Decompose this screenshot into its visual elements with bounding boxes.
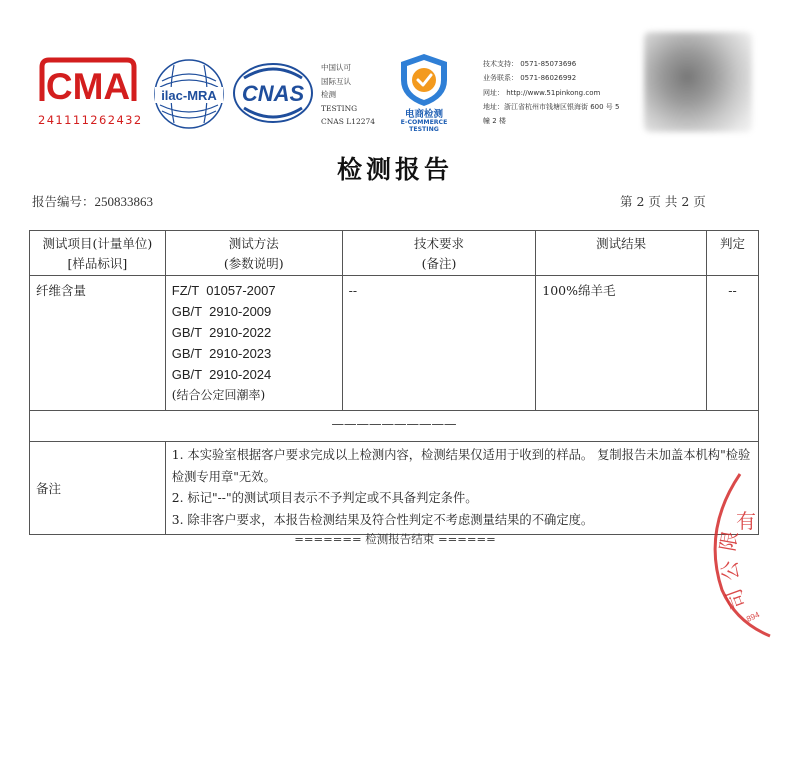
note-item: 2. 标记"--"的测试项目表示不予判定或不具备判定条件。 [171,491,478,505]
svg-text:有: 有 [736,509,756,533]
notes-content [165,442,758,535]
note-item: 3. 除非客户要求，本报告检测结果及符合性判定不考虑测量结果的不确定度。 [171,512,594,527]
cnas-logo [232,62,314,124]
method-standard: GB/T 2910-2024 [171,367,272,382]
tech-support-line: 技术支持： 0571-85073696 [483,60,577,68]
website-line: 网址： http://www.51pinkong.com [483,88,601,97]
ecommerce-testing-logo [385,52,463,132]
table-header-row [30,231,759,276]
cnas-caption-line: 检测 [321,90,336,99]
separator-line: —————————— [30,411,759,442]
address-line: 地址：浙江省杭州市钱塘区银海街 600 号 5 [483,102,620,111]
svg-text:CMA: CMA [45,66,131,107]
ecom-label: 电商检测 [404,109,443,120]
page-info: 第 2 页 共 2 页 [620,194,706,209]
note-item: 1. 本实验室根据客户要求完成以上检测内容，检测结果仅适用于收到的样品。 复制报告未加盖本机构"检验检测专用章"无效。 [171,448,751,484]
cnas-caption-line: 中国认可 [321,63,351,72]
cell-result: 100%绵羊毛 [536,276,707,411]
report-number [32,192,153,210]
svg-text:司: 司 [721,585,751,613]
table-row [30,276,759,411]
shield-check-icon [385,52,463,108]
method-standard: GB/T 2910-2023 [171,346,272,361]
cnas-caption-line: CNAS L12274 [321,117,376,126]
method-standard: GB/T 2910-2022 [171,325,272,340]
report-end-line: ======= 检测报告结束 ====== [294,532,496,546]
separator-row [30,411,759,442]
cma-logo [38,57,143,129]
qr-code-blurred [644,32,752,132]
company-seal-stamp [700,470,790,640]
header-requirement: 技术要求 (备注) [342,231,536,276]
cnas-text: CNAS [241,81,305,106]
cnas-caption [321,61,375,129]
notes-row [30,442,759,535]
ecom-label-en: E-COMMERCE TESTING [400,119,448,133]
method-standard: FZ/T 01057-2007 [171,283,276,298]
contact-info [483,57,620,128]
header-judge: 判定 [707,231,759,276]
header-item: 测试项目(计量单位) [样品标识] [30,231,166,276]
cma-registration-number: 241111262432 [38,113,143,127]
cell-item: 纤维含量 [30,276,166,411]
results-table [29,230,759,535]
method-standard: GB/T 2910-2009 [171,304,272,319]
cell-requirement: -- [342,276,536,411]
svg-text:公: 公 [717,559,743,582]
cnas-caption-line: 国际互认 [321,76,351,86]
page-title: 检测报告 [336,155,453,184]
report-number-value: 250833863 [94,194,154,209]
ilac-text: ilac-MRA [161,88,217,103]
ilac-mra-logo [152,57,226,131]
header-method: 测试方法 (参数说明) [165,231,342,276]
address-line: 幢 2 楼 [483,117,506,126]
report-number-label: 报告编号： [32,194,95,209]
cma-mark [38,57,138,109]
header-result: 测试结果 [536,231,707,276]
seal-number: 894 [745,610,761,624]
method-note: (结合公定回潮率) [171,388,266,402]
cell-methods [165,276,342,411]
business-line: 业务联系： 0571-86026992 [483,74,577,83]
notes-label: 备注 [30,442,166,535]
svg-text:限: 限 [715,529,743,553]
cnas-caption-line: TESTING [321,103,358,113]
cell-judge: -- [707,276,759,411]
